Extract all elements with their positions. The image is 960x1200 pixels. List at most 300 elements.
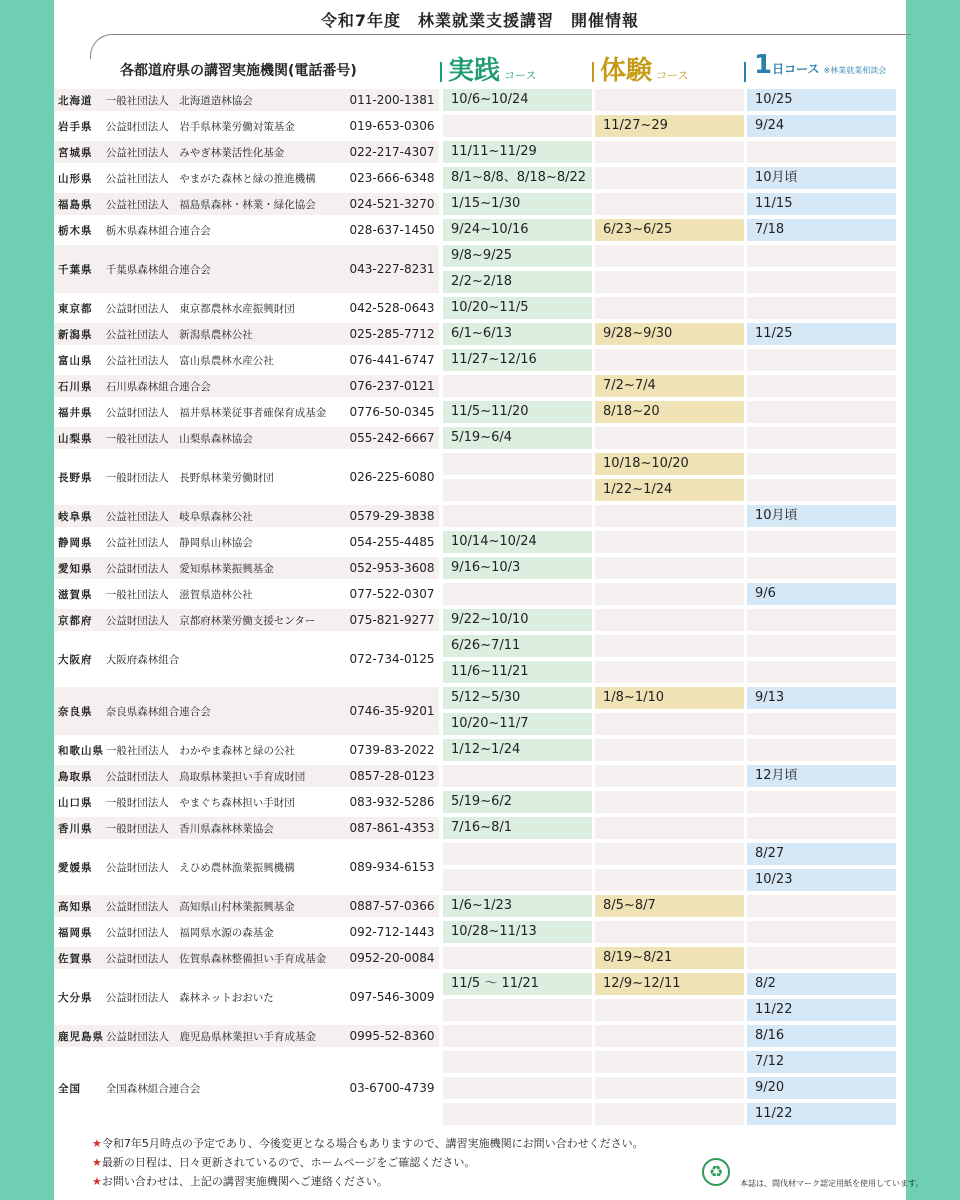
forest-thinning-mark-icon: ♻ (702, 1158, 730, 1186)
jissen-date-cell: 10/20~11/7 (443, 713, 592, 735)
jissen-date-cell (443, 375, 592, 397)
schedule-table (54, 89, 906, 1129)
organization-name: 公益財団法人 佐賀県森林整備担い手育成基金 (105, 952, 327, 965)
phone-number: 0887-57-0366 (349, 899, 435, 913)
ichinichi-header-note: ※林業就業相談会 (823, 66, 887, 75)
footnote-text: お問い合わせは、上記の講習実施機関へご連絡ください。 (101, 1175, 388, 1188)
jissen-date-cell: 7/16~8/1 (443, 817, 592, 839)
ichinichi-date-cell: 10/25 (747, 89, 896, 111)
taiken-date-cell (595, 843, 744, 865)
jissen-date-cell: 10/14~10/24 (443, 531, 592, 553)
row-info (54, 921, 439, 943)
table-row (54, 89, 906, 115)
jissen-date-cell (443, 1051, 592, 1073)
organization-name: 公益社団法人 やまがた森林と緑の推進機構 (105, 172, 316, 185)
prefecture-name: 山梨県 (58, 432, 93, 445)
table-row (54, 219, 906, 245)
org-column-header: 各都道府県の講習実施機関(電話番号) (120, 63, 357, 79)
ichinichi-date-cell (747, 661, 896, 683)
taiken-date-cell: 1/8~1/10 (595, 687, 744, 709)
phone-number: 089-934-6153 (349, 860, 435, 874)
organization-name: 公益財団法人 東京都農林水産振興財団 (105, 302, 295, 315)
prefecture-name: 栃木県 (58, 224, 93, 237)
phone-number: 022-217-4307 (349, 145, 435, 159)
taiken-date-cell (595, 713, 744, 735)
jissen-date-cell: 1/15~1/30 (443, 193, 592, 215)
taiken-date-cell (595, 817, 744, 839)
jissen-date-cell (443, 947, 592, 969)
taiken-date-cell (595, 271, 744, 293)
phone-number: 042-528-0643 (349, 301, 435, 315)
phone-number: 0995-52-8360 (349, 1029, 435, 1043)
prefecture-name: 全国 (58, 1082, 81, 1095)
taiken-date-cell: 6/23~6/25 (595, 219, 744, 241)
taiken-date-cell: 7/2~7/4 (595, 375, 744, 397)
taiken-date-cell: 12/9~12/11 (595, 973, 744, 995)
prefecture-name: 山形県 (58, 172, 93, 185)
row-info (54, 1051, 439, 1125)
ichinichi-header-bar (744, 62, 746, 82)
jissen-date-cell (443, 115, 592, 137)
ichinichi-date-cell (747, 349, 896, 371)
phone-number: 03-6700-4739 (349, 1081, 435, 1095)
taiken-date-cell (595, 167, 744, 189)
taiken-date-cell (595, 141, 744, 163)
row-info (54, 401, 439, 423)
table-row (54, 843, 906, 895)
jissen-header-bar (440, 62, 442, 82)
jissen-date-cell: 11/5~11/20 (443, 401, 592, 423)
ichinichi-date-cell (747, 557, 896, 579)
taiken-date-cell (595, 635, 744, 657)
ichinichi-date-cell (747, 271, 896, 293)
footnote-star: ★ (92, 1137, 102, 1150)
ichinichi-header-big: 1 (754, 50, 773, 80)
row-info (54, 531, 439, 553)
footnote-star: ★ (92, 1156, 102, 1169)
jissen-date-cell: 5/19~6/4 (443, 427, 592, 449)
prefecture-name: 香川県 (58, 822, 93, 835)
row-info (54, 297, 439, 319)
jissen-date-cell: 2/2~2/18 (443, 271, 592, 293)
jissen-date-cell: 1/6~1/23 (443, 895, 592, 917)
phone-number: 076-237-0121 (349, 379, 435, 393)
ichinichi-date-cell: 9/13 (747, 687, 896, 709)
prefecture-name: 鹿児島県 (58, 1030, 104, 1043)
row-info (54, 843, 439, 891)
jissen-date-cell: 9/24~10/16 (443, 219, 592, 241)
phone-number: 076-441-6747 (349, 353, 435, 367)
organization-name: 奈良県森林組合連合会 (105, 705, 211, 718)
logo-note: 本誌は、間伐材マーク認定用紙を使用しています。 (740, 1179, 924, 1188)
organization-name: 一般財団法人 長野県林業労働財団 (105, 471, 274, 484)
taiken-date-cell (595, 999, 744, 1021)
taiken-date-cell: 11/27~29 (595, 115, 744, 137)
row-info (54, 219, 439, 241)
taiken-date-cell (595, 921, 744, 943)
prefecture-name: 京都府 (58, 614, 93, 627)
table-row (54, 349, 906, 375)
organization-name: 石川県森林組合連合会 (105, 380, 211, 393)
phone-number: 0776-50-0345 (349, 405, 435, 419)
phone-number: 092-712-1443 (349, 925, 435, 939)
prefecture-name: 新潟県 (58, 328, 93, 341)
phone-number: 097-546-3009 (349, 990, 435, 1004)
jissen-date-cell (443, 583, 592, 605)
ichinichi-date-cell (747, 297, 896, 319)
row-info (54, 375, 439, 397)
prefecture-name: 鳥取県 (58, 770, 93, 783)
jissen-date-cell: 10/20~11/5 (443, 297, 592, 319)
phone-number: 072-734-0125 (349, 652, 435, 666)
row-info (54, 323, 439, 345)
table-row (54, 297, 906, 323)
row-info (54, 609, 439, 631)
organization-name: 公益財団法人 京都府林業労働支援センター (105, 614, 316, 627)
table-row (54, 427, 906, 453)
table-row (54, 583, 906, 609)
phone-number: 019-653-0306 (349, 119, 435, 133)
table-row (54, 193, 906, 219)
jissen-date-cell (443, 453, 592, 475)
table-row (54, 765, 906, 791)
row-info (54, 791, 439, 813)
prefecture-name: 福井県 (58, 406, 93, 419)
organization-name: 公益社団法人 静岡県山林協会 (105, 536, 253, 549)
taiken-date-cell (595, 739, 744, 761)
phone-number: 024-521-3270 (349, 197, 435, 211)
phone-number: 011-200-1381 (349, 93, 435, 107)
ichinichi-date-cell (747, 739, 896, 761)
ichinichi-date-cell: 12月頃 (747, 765, 896, 787)
taiken-date-cell (595, 609, 744, 631)
prefecture-name: 奈良県 (58, 705, 93, 718)
table-row (54, 141, 906, 167)
organization-name: 公益社団法人 みやぎ林業活性化基金 (105, 146, 285, 159)
prefecture-name: 岩手県 (58, 120, 93, 133)
prefecture-name: 岐阜県 (58, 510, 93, 523)
phone-number: 075-821-9277 (349, 613, 435, 627)
ichinichi-date-cell (747, 427, 896, 449)
table-row (54, 739, 906, 765)
jissen-date-cell: 5/19~6/2 (443, 791, 592, 813)
jissen-date-cell (443, 765, 592, 787)
jissen-date-cell: 5/12~5/30 (443, 687, 592, 709)
prefecture-name: 高知県 (58, 900, 93, 913)
table-row (54, 947, 906, 973)
jissen-date-cell: 9/22~10/10 (443, 609, 592, 631)
jissen-date-cell: 1/12~1/24 (443, 739, 592, 761)
table-row (54, 505, 906, 531)
row-info (54, 427, 439, 449)
prefecture-name: 滋賀県 (58, 588, 93, 601)
ichinichi-date-cell: 11/22 (747, 1103, 896, 1125)
organization-name: 公益財団法人 鳥取県林業担い手育成財団 (105, 770, 306, 783)
row-info (54, 1025, 439, 1047)
jissen-date-cell: 11/5 ～ 11/21 (443, 973, 592, 995)
page-title: 令和7年度 林業就業支援講習 開催情報 (320, 11, 640, 30)
taiken-header-big: 体験 (600, 56, 653, 86)
jissen-date-cell (443, 843, 592, 865)
info-sheet (54, 0, 924, 1200)
row-info (54, 115, 439, 137)
footnote-text: 令和7年5月時点の予定であり、今後変更となる場合もありますので、講習実施機関にお問い合わせください。 (101, 1137, 644, 1150)
jissen-date-cell: 11/11~11/29 (443, 141, 592, 163)
row-info (54, 765, 439, 787)
jissen-date-cell (443, 505, 592, 527)
ichinichi-date-cell: 9/20 (747, 1077, 896, 1099)
ichinichi-date-cell (747, 453, 896, 475)
row-info (54, 687, 439, 735)
row-info (54, 557, 439, 579)
ichinichi-date-cell: 11/15 (747, 193, 896, 215)
jissen-date-cell: 11/27~12/16 (443, 349, 592, 371)
phone-number: 0739-83-2022 (349, 743, 435, 757)
organization-name: 栃木県森林組合連合会 (105, 224, 211, 237)
organization-name: 一般社団法人 山梨県森林協会 (105, 432, 253, 445)
phone-number: 028-637-1450 (349, 223, 435, 237)
table-row (54, 1025, 906, 1051)
ichinichi-course-header (754, 50, 886, 80)
ichinichi-date-cell (747, 141, 896, 163)
jissen-date-cell (443, 869, 592, 891)
taiken-date-cell (595, 869, 744, 891)
ichinichi-date-cell: 9/6 (747, 583, 896, 605)
row-info (54, 453, 439, 501)
table-row (54, 167, 906, 193)
row-info (54, 947, 439, 969)
table-row (54, 609, 906, 635)
ichinichi-date-cell: 8/2 (747, 973, 896, 995)
phone-number: 087-861-4353 (349, 821, 435, 835)
taiken-date-cell: 8/19~8/21 (595, 947, 744, 969)
organization-name: 一般社団法人 滋賀県造林公社 (105, 588, 253, 601)
jissen-date-cell: 6/1~6/13 (443, 323, 592, 345)
taiken-date-cell (595, 427, 744, 449)
phone-number: 043-227-8231 (349, 262, 435, 276)
table-row (54, 245, 906, 297)
ichinichi-header-small: 日コース (772, 62, 820, 76)
organization-name: 千葉県森林組合連合会 (105, 263, 211, 276)
prefecture-name: 愛媛県 (58, 861, 93, 874)
phone-number: 025-285-7712 (349, 327, 435, 341)
ichinichi-date-cell: 7/18 (747, 219, 896, 241)
row-info (54, 193, 439, 215)
table-row (54, 323, 906, 349)
ichinichi-date-cell (747, 401, 896, 423)
footnote-3 (92, 1172, 732, 1191)
taiken-date-cell: 10/18~10/20 (595, 453, 744, 475)
jissen-date-cell: 11/6~11/21 (443, 661, 592, 683)
phone-number: 0857-28-0123 (349, 769, 435, 783)
jissen-date-cell: 10/6~10/24 (443, 89, 592, 111)
table-row (54, 921, 906, 947)
ichinichi-date-cell (747, 921, 896, 943)
footnotes (92, 1134, 732, 1191)
taiken-date-cell: 8/5~8/7 (595, 895, 744, 917)
prefecture-name: 和歌山県 (58, 744, 104, 757)
phone-number: 026-225-6080 (349, 470, 435, 484)
ichinichi-date-cell: 8/27 (747, 843, 896, 865)
prefecture-name: 佐賀県 (58, 952, 93, 965)
organization-name: 公益財団法人 福井県林業従事者確保育成基金 (105, 406, 327, 419)
jissen-date-cell: 9/8~9/25 (443, 245, 592, 267)
row-info (54, 167, 439, 189)
jissen-date-cell (443, 1025, 592, 1047)
organization-name: 一般社団法人 北海道造林協会 (105, 94, 253, 107)
jissen-date-cell (443, 999, 592, 1021)
phone-number: 083-932-5286 (349, 795, 435, 809)
ichinichi-date-cell: 11/25 (747, 323, 896, 345)
jissen-date-cell (443, 1103, 592, 1125)
organization-name: 一般財団法人 香川県森林林業協会 (105, 822, 274, 835)
phone-number: 055-242-6667 (349, 431, 435, 445)
organization-name: 公益財団法人 えひめ農林漁業振興機構 (105, 861, 295, 874)
row-info (54, 505, 439, 527)
phone-number: 0579-29-3838 (349, 509, 435, 523)
organization-name: 公益財団法人 愛知県林業振興基金 (105, 562, 274, 575)
jissen-date-cell (443, 479, 592, 501)
taiken-date-cell (595, 1025, 744, 1047)
prefecture-name: 石川県 (58, 380, 93, 393)
ichinichi-date-cell: 9/24 (747, 115, 896, 137)
organization-name: 一般社団法人 わかやま森林と緑の公社 (106, 744, 295, 757)
organization-name: 一般財団法人 やまぐち森林担い手財団 (105, 796, 295, 809)
taiken-header-small: コース (656, 69, 689, 82)
jissen-date-cell: 9/16~10/3 (443, 557, 592, 579)
row-info (54, 349, 439, 371)
ichinichi-date-cell (747, 609, 896, 631)
ichinichi-date-cell: 10月頃 (747, 505, 896, 527)
row-info (54, 739, 439, 761)
row-info (54, 635, 439, 683)
ichinichi-date-cell (747, 635, 896, 657)
prefecture-name: 長野県 (58, 471, 93, 484)
row-info (54, 895, 439, 917)
organization-name: 公益財団法人 高知県山村林業振興基金 (105, 900, 295, 913)
ichinichi-date-cell (747, 713, 896, 735)
phone-number: 054-255-4485 (349, 535, 435, 549)
prefecture-name: 山口県 (58, 796, 93, 809)
prefecture-name: 北海道 (58, 94, 93, 107)
table-row (54, 401, 906, 427)
prefecture-name: 千葉県 (58, 263, 93, 276)
organization-name: 公益社団法人 富山県農林水産公社 (105, 354, 274, 367)
ichinichi-date-cell (747, 531, 896, 553)
ichinichi-date-cell: 10月頃 (747, 167, 896, 189)
row-info (54, 141, 439, 163)
row-info (54, 583, 439, 605)
prefecture-name: 福岡県 (58, 926, 93, 939)
taiken-date-cell (595, 583, 744, 605)
organization-name: 公益財団法人 福岡県水源の森基金 (105, 926, 274, 939)
organization-name: 全国森林組合連合会 (105, 1082, 201, 1095)
table-row (54, 895, 906, 921)
taiken-date-cell (595, 1077, 744, 1099)
organization-name: 大阪府森林組合 (105, 653, 180, 666)
phone-number: 0952-20-0084 (349, 951, 435, 965)
footnote-2 (92, 1153, 732, 1172)
taiken-date-cell (595, 765, 744, 787)
table-row (54, 375, 906, 401)
jissen-date-cell: 6/26~7/11 (443, 635, 592, 657)
taiken-course-header (600, 50, 688, 87)
prefecture-name: 東京都 (58, 302, 93, 315)
taiken-date-cell (595, 193, 744, 215)
phone-number: 052-953-3608 (349, 561, 435, 575)
table-row (54, 973, 906, 1025)
jissen-date-cell: 10/28~11/13 (443, 921, 592, 943)
table-row (54, 817, 906, 843)
jissen-header-small: コース (504, 69, 537, 82)
taiken-date-cell (595, 349, 744, 371)
prefecture-name: 富山県 (58, 354, 93, 367)
phone-number: 077-522-0307 (349, 587, 435, 601)
jissen-header-big: 実践 (448, 56, 501, 86)
taiken-date-cell (595, 245, 744, 267)
organization-name: 公益財団法人 鹿児島県林業担い手育成基金 (106, 1030, 316, 1043)
phone-number: 0746-35-9201 (349, 704, 435, 718)
phone-number: 023-666-6348 (349, 171, 435, 185)
table-row (54, 635, 906, 687)
ichinichi-date-cell (747, 375, 896, 397)
taiken-date-cell (595, 557, 744, 579)
prefecture-name: 愛知県 (58, 562, 93, 575)
ichinichi-date-cell: 11/22 (747, 999, 896, 1021)
ichinichi-date-cell (747, 895, 896, 917)
prefecture-name: 大阪府 (58, 653, 93, 666)
table-row (54, 791, 906, 817)
jissen-date-cell (443, 1077, 592, 1099)
taiken-date-cell: 1/22~1/24 (595, 479, 744, 501)
table-row (54, 531, 906, 557)
prefecture-name: 大分県 (58, 991, 93, 1004)
taiken-date-cell: 8/18~20 (595, 401, 744, 423)
prefecture-name: 宮城県 (58, 146, 93, 159)
footnote-text: 最新の日程は、日々更新されているので、ホームページをご確認ください。 (101, 1156, 476, 1169)
taiken-date-cell (595, 505, 744, 527)
taiken-header-bar (592, 62, 594, 82)
ichinichi-date-cell (747, 479, 896, 501)
ichinichi-date-cell (747, 791, 896, 813)
organization-name: 公益社団法人 岐阜県森林公社 (105, 510, 253, 523)
table-row (54, 115, 906, 141)
table-row (54, 1051, 906, 1129)
ichinichi-date-cell: 8/16 (747, 1025, 896, 1047)
organization-name: 公益社団法人 福島県森林・林業・緑化協会 (105, 198, 316, 211)
ichinichi-date-cell: 10/23 (747, 869, 896, 891)
prefecture-name: 福島県 (58, 198, 93, 211)
ichinichi-date-cell (747, 245, 896, 267)
ichinichi-date-cell (747, 947, 896, 969)
prefecture-name: 静岡県 (58, 536, 93, 549)
row-info (54, 89, 439, 111)
taiken-date-cell (595, 89, 744, 111)
row-info (54, 817, 439, 839)
taiken-date-cell (595, 1103, 744, 1125)
table-row (54, 687, 906, 739)
jissen-course-header (448, 50, 536, 87)
organization-name: 公益社団法人 新潟県農林公社 (105, 328, 253, 341)
row-info (54, 973, 439, 1021)
ichinichi-date-cell: 7/12 (747, 1051, 896, 1073)
row-info (54, 245, 439, 293)
table-row (54, 453, 906, 505)
ichinichi-date-cell (747, 817, 896, 839)
table-row (54, 557, 906, 583)
organization-name: 公益財団法人 森林ネットおおいた (105, 991, 274, 1004)
taiken-date-cell (595, 791, 744, 813)
